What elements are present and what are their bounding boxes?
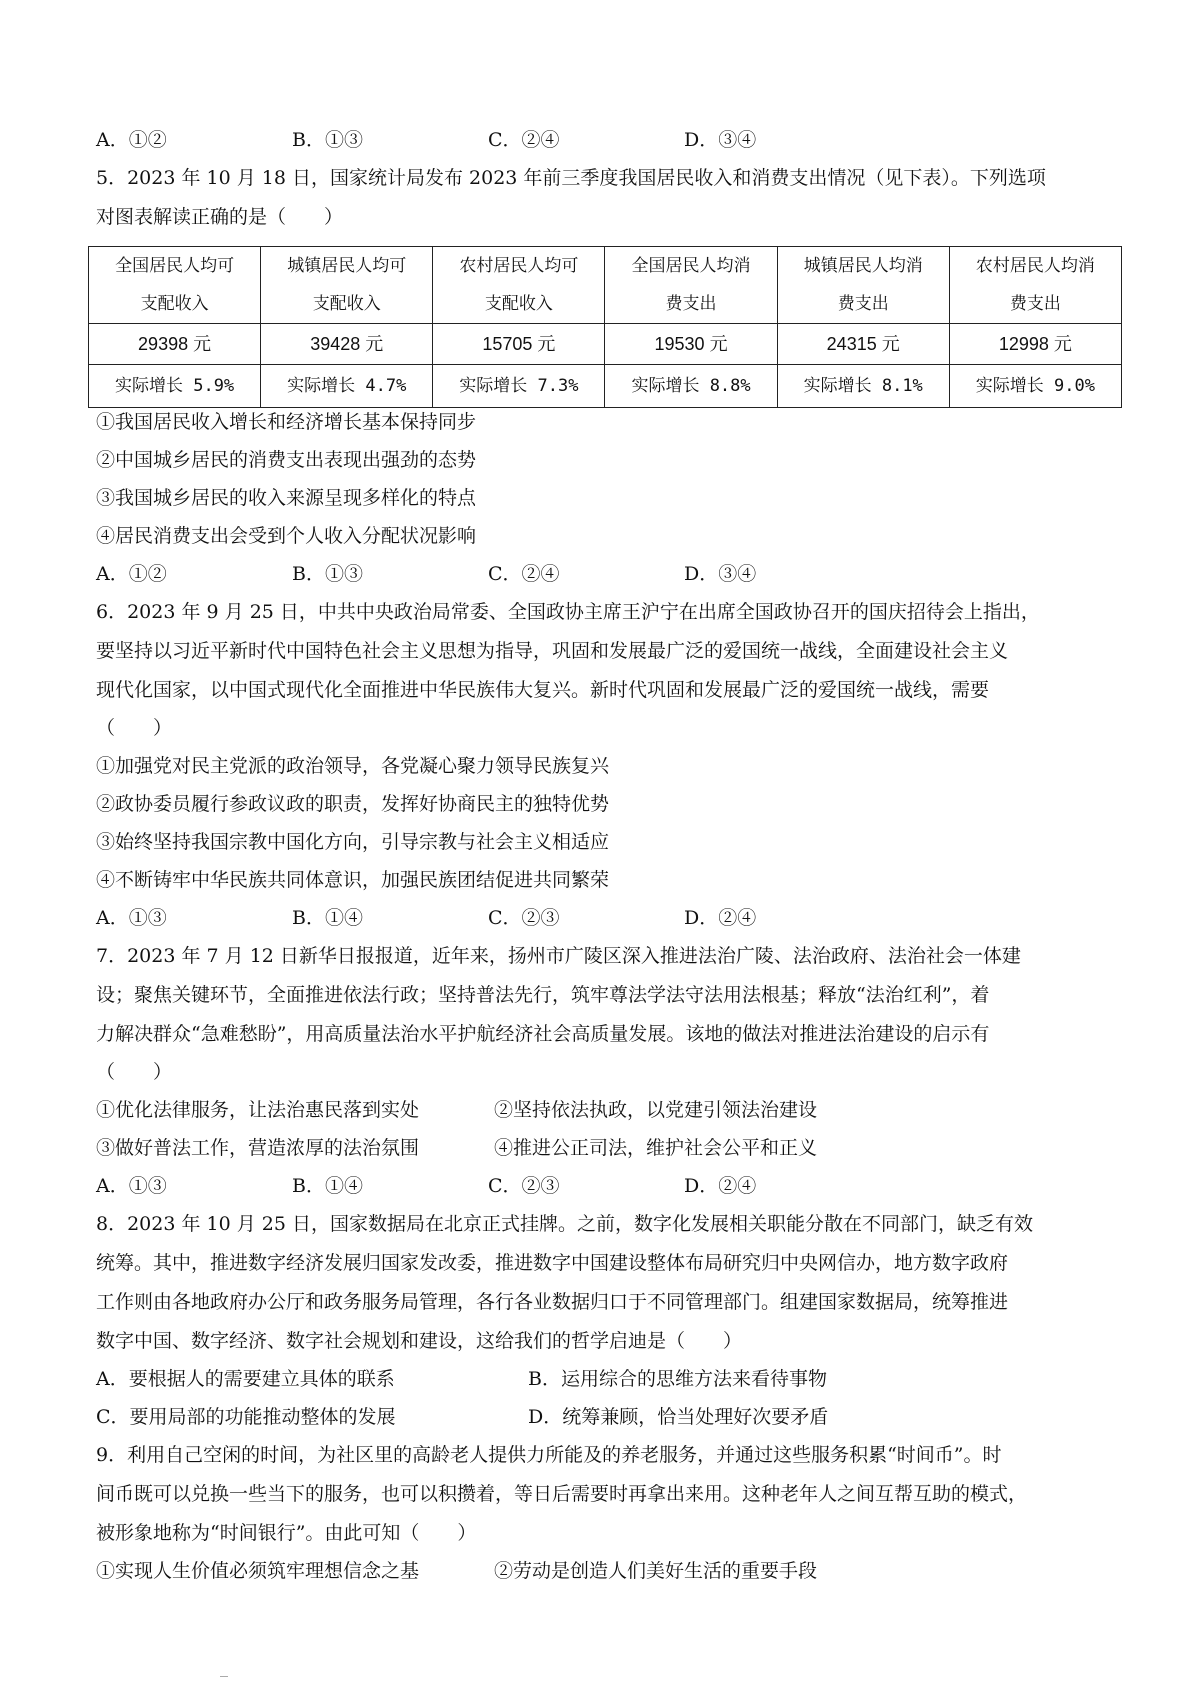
q8-stem-line-4: 数字中国、数字经济、数字社会规划和建设，这给我们的哲学启迪是（ ） (96, 1330, 743, 1352)
q7-item-1: ①优化法律服务，让法治惠民落到实处 (96, 1099, 420, 1121)
q7-option-a: A．①③ (96, 1175, 167, 1197)
table-cell: 19530 元 (605, 324, 777, 365)
q6-option-a: A．①③ (96, 907, 167, 929)
q6-stem-line-1: 6．2023 年 9 月 25 日，中共中央政治局常委、全国政协主席王沪宁在出席全国政协召开的国庆招待会上指出， (96, 601, 1040, 623)
table-cell: 39428 元 (261, 324, 433, 365)
q8-stem-line-2: 统筹。其中，推进数字经济发展归国家发改委，推进数字中国建设整体布局研究归中央网信办，地方数字政府 (96, 1252, 1009, 1274)
q8-option-d: D．统筹兼顾，恰当处理好次要矛盾 (528, 1406, 829, 1428)
q4-option-c: C．②④ (488, 129, 560, 151)
q8-stem-line-3: 工作则由各地政府办公厅和政务服务局管理，各行各业数据归口于不同管理部门。组建国家数据局，统筹推进 (96, 1291, 1009, 1313)
table-cell: 实际增长 8.1% (777, 365, 949, 408)
table-cell: 15705 元 (433, 324, 605, 365)
table-header-cell: 农村居民人均可 支配收入 (433, 247, 605, 324)
q7-item-3: ③做好普法工作，营造浓厚的法治氛围 (96, 1137, 420, 1159)
q7-stem-line-1: 7．2023 年 7 月 12 日新华日报报道，近年来，扬州市广陵区深入推进法治广陵、法治政府、法治社会一体建 (96, 945, 1021, 967)
table-cell: 29398 元 (89, 324, 261, 365)
table-cell: 实际增长 8.8% (605, 365, 777, 408)
table-row-values (89, 324, 1122, 365)
q6-item-4: ④不断铸牢中华民族共同体意识，加强民族团结促进共同繁荣 (96, 869, 610, 891)
table-header-cell: 全国居民人均可 支配收入 (89, 247, 261, 324)
q6-stem-line-3: 现代化国家，以中国式现代化全面推进中华民族伟大复兴。新时代巩固和发展最广泛的爱国统一战线，需要 (96, 679, 990, 701)
q5-item-4: ④居民消费支出会受到个人收入分配状况影响 (96, 525, 477, 547)
q5-item-2: ②中国城乡居民的消费支出表现出强劲的态势 (96, 449, 477, 471)
table-cell: 24315 元 (777, 324, 949, 365)
q8-option-b: B．运用综合的思维方法来看待事物 (528, 1368, 827, 1390)
q8-option-c: C．要用局部的功能推动整体的发展 (96, 1406, 396, 1428)
q5-item-1: ①我国居民收入增长和经济增长基本保持同步 (96, 411, 477, 433)
q7-option-d: D．②④ (684, 1175, 757, 1197)
q5-option-a: A．①② (96, 563, 167, 585)
table-cell: 实际增长 9.0% (949, 365, 1121, 408)
q9-stem-line-3: 被形象地称为“时间银行”。由此可知（ ） (96, 1522, 477, 1544)
table-cell: 实际增长 5.9% (89, 365, 261, 408)
table-header-row (89, 247, 1122, 324)
q5-item-3: ③我国城乡居民的收入来源呈现多样化的特点 (96, 487, 477, 509)
q9-stem-line-2: 间币既可以兑换一些当下的服务，也可以积攒着，等日后需要时再拿出来用。这种老年人之间互帮互助的模式， (96, 1483, 1028, 1505)
table-header-cell: 城镇居民人均可 支配收入 (261, 247, 433, 324)
q6-item-3: ③始终坚持我国宗教中国化方向，引导宗教与社会主义相适应 (96, 831, 610, 853)
q7-item-4: ④推进公正司法，维护社会公平和正义 (494, 1137, 818, 1159)
q7-stem-line-4: （ ） (96, 1061, 173, 1083)
table-header-cell: 城镇居民人均消 费支出 (777, 247, 949, 324)
table-header-cell: 全国居民人均消 费支出 (605, 247, 777, 324)
q6-item-2: ②政协委员履行参政议政的职责，发挥好协商民主的独特优势 (96, 793, 610, 815)
table-header-cell: 农村居民人均消 费支出 (949, 247, 1121, 324)
q6-option-c: C．②③ (488, 907, 560, 929)
q7-option-c: C．②③ (488, 1175, 560, 1197)
q9-item-1: ①实现人生价值必须筑牢理想信念之基 (96, 1560, 420, 1582)
table-row-growth (89, 365, 1122, 408)
q9-item-2: ②劳动是创造人们美好生活的重要手段 (494, 1560, 818, 1582)
q7-item-2: ②坚持依法执政，以党建引领法治建设 (494, 1099, 818, 1121)
q5-option-d: D．③④ (684, 563, 757, 585)
q7-stem-line-3: 力解决群众“急难愁盼”，用高质量法治水平护航经济社会高质量发展。该地的做法对推进法治建设的启示有 (96, 1023, 990, 1045)
q5-stem-line-1: 5．2023 年 10 月 18 日，国家统计局发布 2023 年前三季度我国居民收入和消费支出情况（见下表）。下列选项 (96, 167, 1046, 189)
q4-option-a: A．①② (96, 129, 167, 151)
q6-stem-line-2: 要坚持以习近平新时代中国特色社会主义思想为指导，巩固和发展最广泛的爱国统一战线，全面建设社会主义 (96, 640, 1009, 662)
q5-income-table (88, 246, 1122, 408)
table-cell: 实际增长 7.3% (433, 365, 605, 408)
q9-stem-line-1: 9．利用自己空闲的时间，为社区里的高龄老人提供力所能及的养老服务，并通过这些服务积累“时间币”。时 (96, 1444, 1002, 1466)
q7-option-b: B．①④ (292, 1175, 363, 1197)
footer-dot (220, 1676, 228, 1677)
q8-stem-line-1: 8．2023 年 10 月 25 日，国家数据局在北京正式挂牌。之前，数字化发展相关职能分散在不同部门，缺乏有效 (96, 1213, 1033, 1235)
q5-option-c: C．②④ (488, 563, 560, 585)
table-cell: 实际增长 4.7% (261, 365, 433, 408)
q6-stem-line-4: （ ） (96, 717, 173, 739)
q5-option-b: B．①③ (292, 563, 363, 585)
q5-stem-line-2: 对图表解读正确的是（ ） (96, 206, 344, 228)
q4-option-d: D．③④ (684, 129, 757, 151)
q6-item-1: ①加强党对民主党派的政治领导，各党凝心聚力领导民族复兴 (96, 755, 610, 777)
table-cell: 12998 元 (949, 324, 1121, 365)
q6-option-b: B．①④ (292, 907, 363, 929)
q6-option-d: D．②④ (684, 907, 757, 929)
q8-option-a: A．要根据人的需要建立具体的联系 (96, 1368, 395, 1390)
q4-option-b: B．①③ (292, 129, 363, 151)
q7-stem-line-2: 设；聚焦关键环节，全面推进依法行政；坚持普法先行，筑牢尊法学法守法用法根基；释放“法治红利”，着 (96, 984, 990, 1006)
